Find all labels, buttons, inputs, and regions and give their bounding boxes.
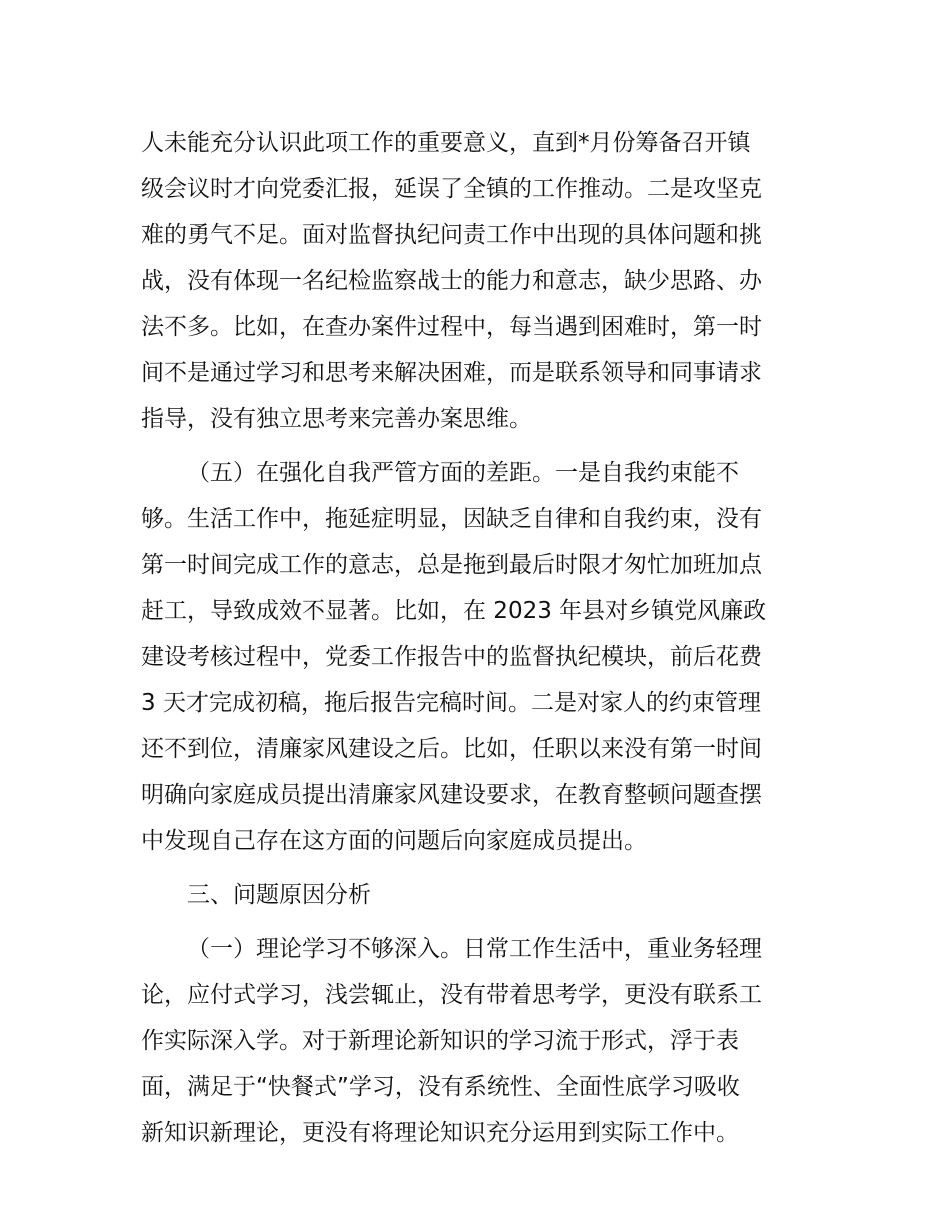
text-line: （一）理论学习不够深入。日常工作生活中，重业务轻理 bbox=[187, 936, 762, 962]
paragraph-gap bbox=[141, 918, 811, 926]
paragraph-theory-study bbox=[141, 926, 811, 1156]
text-line: 论，应付式学习，浅尝辄止，没有带着思考学，更没有联系工 bbox=[141, 982, 762, 1008]
paragraph-continuation bbox=[141, 120, 811, 442]
text-line: 难的勇气不足。面对监督执纪问责工作中出现的具体问题和挑 bbox=[141, 222, 762, 248]
section-heading bbox=[141, 872, 811, 918]
text-line: 间不是通过学习和思考来解决困难，而是联系领导和同事请求 bbox=[141, 360, 762, 386]
document-body bbox=[141, 120, 811, 1156]
text-line: 赶工，导致成效不显著。比如，在 2023 年县对乡镇党风廉政 bbox=[141, 598, 767, 624]
text-line: 指导，没有独立思考来完善办案思维。 bbox=[141, 406, 532, 432]
text-line: 法不多。比如，在查办案件过程中，每当遇到困难时，第一时 bbox=[141, 314, 762, 340]
text-line: 明确向家庭成员提出清廉家风建设要求，在教育整顿问题查摆 bbox=[141, 782, 762, 808]
text-line: 人未能充分认识此项工作的重要意义，直到*月份筹备召开镇 bbox=[141, 130, 751, 156]
text-line: 面，满足于“快餐式”学习，没有系统性、全面性底学习吸收 bbox=[141, 1074, 740, 1100]
text-line: 够。生活工作中，拖延症明显，因缺乏自律和自我约束，没有 bbox=[141, 506, 762, 532]
text-line: 级会议时才向党委汇报，延误了全镇的工作推动。二是攻坚克 bbox=[141, 176, 762, 202]
text-line: 还不到位，清廉家风建设之后。比如，任职以来没有第一时间 bbox=[141, 736, 762, 762]
paragraph-gap bbox=[141, 864, 811, 872]
text-line: （五）在强化自我严管方面的差距。一是自我约束能不 bbox=[187, 460, 739, 486]
text-line: 3 天才完成初稿，拖后报告完稿时间。二是对家人的约束管理 bbox=[141, 690, 761, 716]
paragraph-gap bbox=[141, 442, 811, 450]
text-line: 作实际深入学。对于新理论新知识的学习流于形式，浮于表 bbox=[141, 1028, 739, 1054]
text-line: 建设考核过程中，党委工作报告中的监督执纪模块，前后花费 bbox=[141, 644, 762, 670]
text-line: 战，没有体现一名纪检监察战士的能力和意志，缺少思路、办 bbox=[141, 268, 762, 294]
section-title: 三、问题原因分析 bbox=[187, 882, 371, 908]
text-line: 中发现自己存在这方面的问题后向家庭成员提出。 bbox=[141, 828, 647, 854]
text-line: 新知识新理论，更没有将理论知识充分运用到实际工作中。 bbox=[141, 1120, 739, 1146]
text-line: 第一时间完成工作的意志，总是拖到最后时限才匆忙加班加点 bbox=[141, 552, 762, 578]
paragraph-self-discipline bbox=[141, 450, 811, 864]
